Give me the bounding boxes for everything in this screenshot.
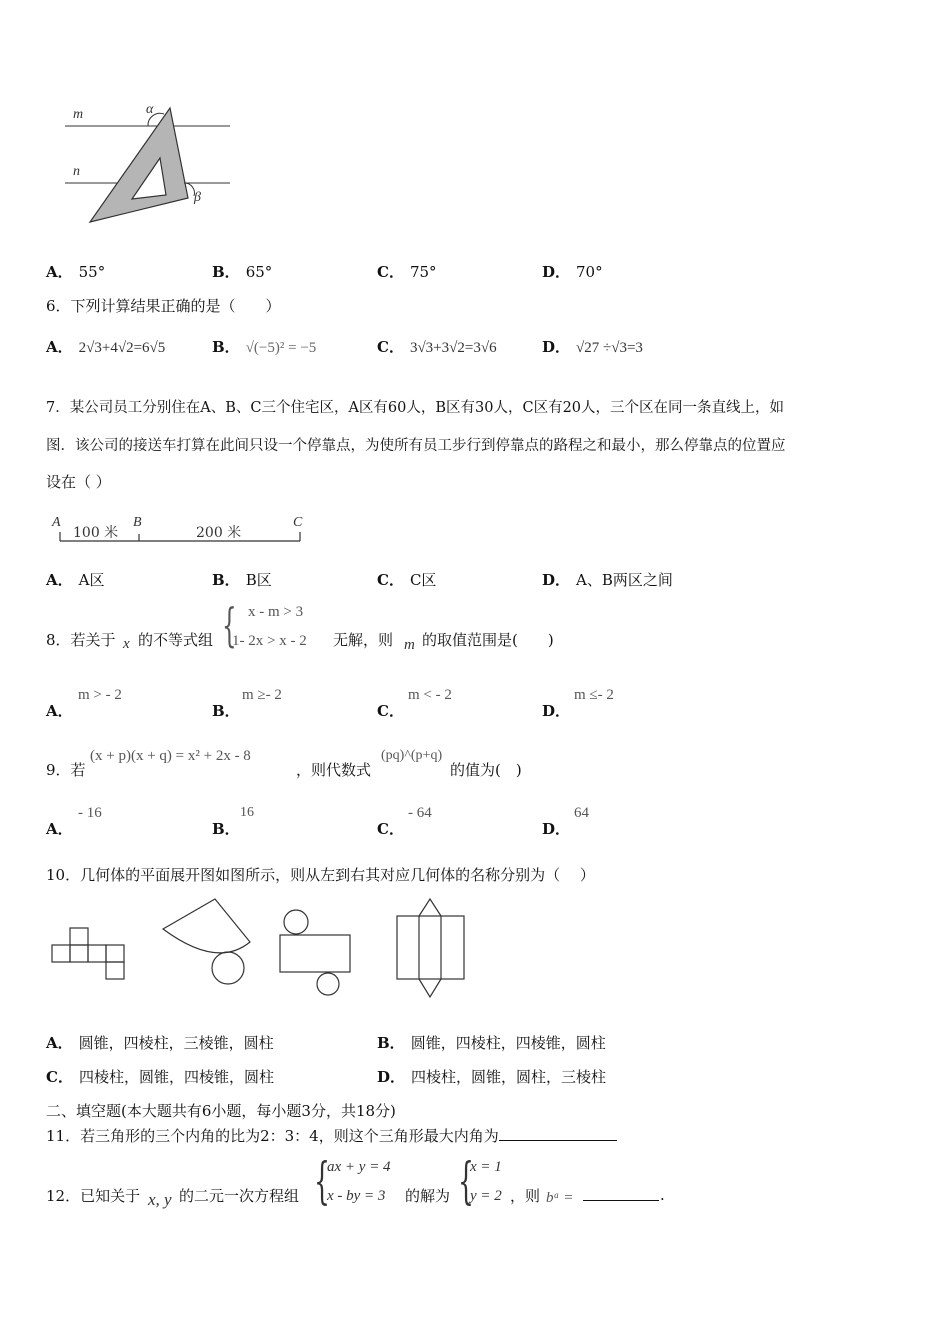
q5-option-a[interactable]: A． 55° — [46, 263, 106, 281]
q12-system-1: ax + y = 4 — [327, 1159, 391, 1175]
label-n: n — [73, 164, 80, 179]
q7-label-ab: 100 米 — [73, 525, 119, 541]
q8-var-m: m — [404, 637, 415, 653]
q7-option-c[interactable]: C． C区 — [377, 571, 437, 589]
q12-vars: x, y — [148, 1190, 172, 1209]
q12-answer-blank[interactable] — [583, 1186, 659, 1205]
q7-option-a[interactable]: A． A区 — [46, 571, 105, 589]
q7-option-b[interactable]: B． B区 — [212, 571, 272, 589]
q6-option-d[interactable]: D． √27 ÷√3=3 — [542, 338, 643, 356]
q9-pre: 9．若 — [46, 761, 86, 779]
q7-line-2: 图．该公司的接送车打算在此间只设一个停靠点，为使所有员工步行到停靠点的路程之和最小，那么停靠点的位置应 — [46, 438, 786, 454]
label-alpha: α — [146, 102, 154, 117]
q10-stem: 10．几何体的平面展开图如图所示，则从左到右其对应几何体的名称分别为（ ） — [46, 866, 595, 884]
q7-line-1: 7．某公司员工分别住在A、B、C三个住宅区，A区有60人，B区有30人，C区有20人，三个区在同一条直线上，如 — [46, 400, 785, 416]
q8-mid: 的不等式组 — [138, 631, 214, 649]
q8-pre: 8．若关于 — [46, 631, 116, 649]
q7-label-b: B — [133, 515, 142, 530]
q12-expression: bᵃ = — [546, 1190, 574, 1206]
label-m: m — [73, 107, 84, 122]
q9-option-a[interactable]: A． — [46, 820, 73, 838]
q5-figure — [60, 100, 240, 230]
q11-answer-blank[interactable] — [499, 1126, 617, 1141]
q9-option-c-value: - 64 — [408, 805, 432, 821]
q9-option-c[interactable]: C． — [377, 820, 404, 838]
q9-mid: ，则代数式 — [296, 761, 372, 779]
q8-post-2: 的取值范围是( ) — [422, 631, 554, 649]
q12-post-2: ，则 — [510, 1187, 541, 1205]
q8-option-a[interactable]: A． — [46, 702, 73, 720]
q12-post-1: 的解为 — [405, 1187, 451, 1205]
q9-expression: (pq)^(p+q) — [381, 748, 443, 763]
q12-system-2: x - by = 3 — [327, 1188, 386, 1204]
q5-option-d[interactable]: D． 70° — [542, 263, 603, 281]
q7-option-d[interactable]: D． A、B两区之间 — [542, 571, 673, 589]
q10-option-d[interactable]: D． 四棱柱，圆锥，圆柱，三棱柱 — [377, 1068, 607, 1086]
q7-label-c: C — [293, 515, 303, 530]
section-2-title: 二、填空题(本大题共有6小题，每小题3分，共18分) — [46, 1102, 396, 1120]
q9-option-a-value: - 16 — [78, 805, 102, 821]
q8-option-d-value: m ≤- 2 — [574, 687, 614, 703]
q8-system-2: 1- 2x > x - 2 — [232, 633, 307, 649]
q8-option-d[interactable]: D． — [542, 702, 571, 720]
q12-solution-2: y = 2 — [470, 1188, 502, 1204]
q12-end: . — [660, 1186, 665, 1204]
q7-line-3: 设在（ ） — [46, 473, 111, 491]
q6-option-c[interactable]: C． 3√3+3√2=3√6 — [377, 338, 497, 356]
label-beta: β — [194, 190, 201, 205]
q8-brace: { — [222, 598, 237, 652]
q9-equation: (x + p)(x + q) = x² + 2x - 8 — [90, 748, 251, 764]
triangle-ruler — [90, 108, 188, 222]
q7-label-bc: 200 米 — [196, 525, 242, 541]
q6-option-b[interactable]: B． √(−5)² = −5 — [212, 338, 317, 356]
q12-brace-system: { — [314, 1152, 330, 1210]
q9-option-b-value: 16 — [240, 805, 254, 820]
q8-system-1: x - m > 3 — [248, 604, 304, 620]
q8-option-a-value: m > - 2 — [78, 687, 122, 703]
q10-figure-cube-net — [50, 925, 130, 983]
q9-option-b[interactable]: B． — [212, 820, 240, 838]
q8-var-x: x — [123, 636, 130, 652]
q9-post: 的值为( ) — [450, 761, 522, 779]
q10-figure-cylinder-net — [276, 906, 356, 998]
q10-option-b[interactable]: B． 圆锥，四棱柱，四棱锥，圆柱 — [377, 1034, 606, 1052]
q9-option-d[interactable]: D． — [542, 820, 571, 838]
q12-brace-solution: { — [458, 1152, 474, 1210]
q5-option-b[interactable]: B． 65° — [212, 263, 273, 281]
q12-pre: 12．已知关于 — [46, 1187, 141, 1205]
q10-option-a[interactable]: A． 圆锥，四棱柱，三棱锥，圆柱 — [46, 1034, 274, 1052]
q6-option-a[interactable]: A． 2√3+4√2=6√5 — [46, 338, 166, 356]
q10-figure-cone-net — [160, 896, 255, 988]
q11-stem: 11．若三角形的三个内角的比为2：3：4，则这个三角形最大内角为 — [46, 1125, 617, 1146]
q8-option-b[interactable]: B． — [212, 702, 240, 720]
q6-stem: 6．下列计算结果正确的是（ ） — [46, 297, 281, 315]
q8-option-c-value: m < - 2 — [408, 687, 452, 703]
q9-option-d-value: 64 — [574, 805, 589, 821]
q12-solution-1: x = 1 — [470, 1159, 502, 1175]
q8-option-b-value: m ≥- 2 — [242, 687, 282, 703]
q10-option-c[interactable]: C． 四棱柱，圆锥，四棱锥，圆柱 — [46, 1068, 274, 1086]
q7-label-a: A — [52, 515, 61, 530]
q10-figure-prism-net — [394, 896, 468, 1000]
q5-option-c[interactable]: C． 75° — [377, 263, 437, 281]
q12-mid: 的二元一次方程组 — [179, 1187, 300, 1205]
q8-option-c[interactable]: C． — [377, 702, 404, 720]
q8-post-1: 无解，则 — [333, 631, 394, 649]
